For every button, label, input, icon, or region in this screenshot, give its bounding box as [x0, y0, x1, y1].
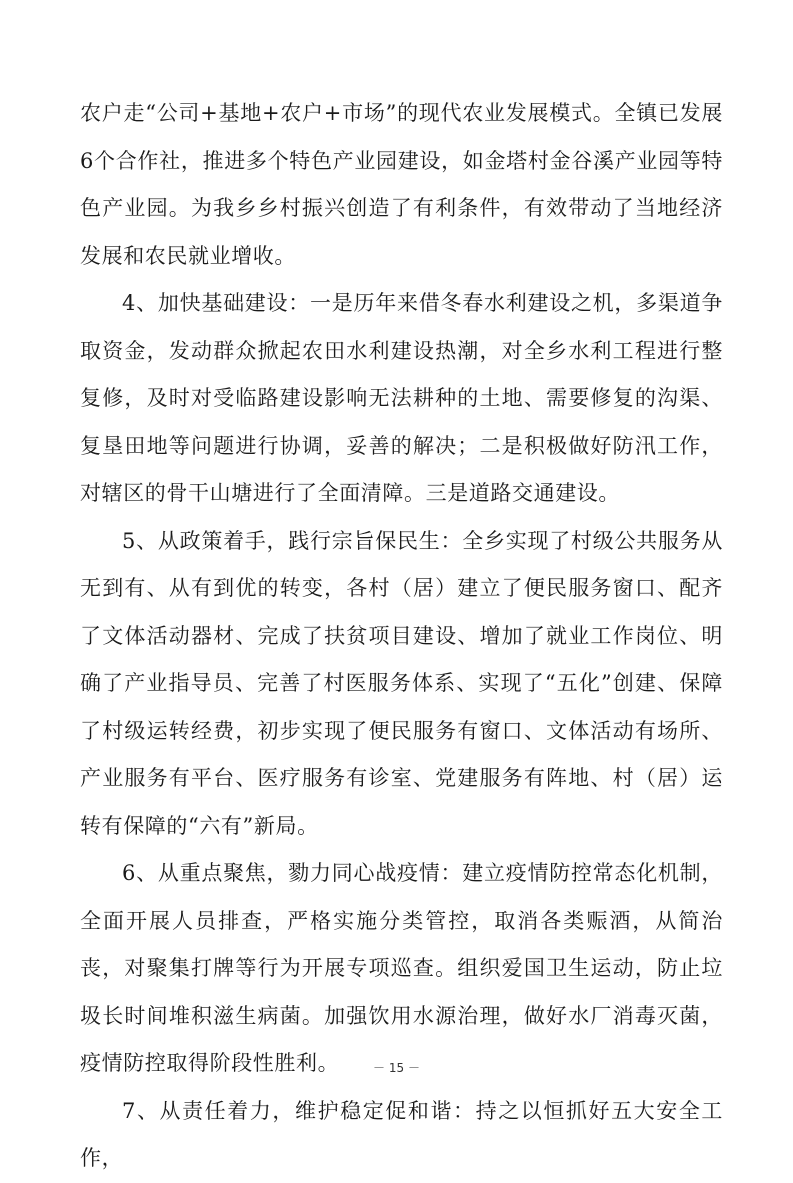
paragraph-continuation: 农户走“公司+基地+农户+市场”的现代农业发展模式。全镇已发展6个合作社，推进多个特色产业园建设，如金塔村金谷溪产业园等特色产业园。为我乡乡村振兴创造了有利条件，有效带动了当地经济发展和农民就业增收。 [80, 101, 723, 268]
paragraph-item-7-stability: 7、从责任着力，维护稳定促和谐：持之以恒抓好五大安全工作， [80, 1098, 723, 1170]
document-body [80, 90, 723, 1183]
paragraph-item-5-livelihood: 5、从政策着手，践行宗旨保民生：全乡实现了村级公共服务从无到有、从有到优的转变，各村（居）建立了便民服务窗口、配齐了文体活动器材、完成了扶贫项目建设、增加了就业工作岗位、明确了产业指导员、完善了村医服务体系、实现了“五化”创建、保障了村级运转经费，初步实现了便民服务有窗口、文体活动有场所、产业服务有平台、医疗服务有诊室、党建服务有阵地、村（居）运转有保障的“六有”新局。 [80, 528, 723, 838]
page-number: － 15 － [373, 1061, 420, 1075]
paragraph-item-6-epidemic: 6、从重点聚焦，勠力同心战疫情：建立疫情防控常态化机制，全面开展人员排查，严格实施分类管控，取消各类赈酒，从简治丧，对聚集打牌等行为开展专项巡查。组织爱国卫生运动，防止垃圾长时间堆积滋生病菌。加强饮用水源治理，做好水厂消毒灭菌，疫情防控取得阶段性胜利。 [80, 861, 723, 1075]
paragraph-item-4-infrastructure: 4、加快基础建设：一是历年来借冬春水利建设之机，多渠道争取资金，发动群众掀起农田水利建设热潮，对全乡水利工程进行整复修，及时对受临路建设影响无法耕种的土地、需要修复的沟渠、复垦田地等问题进行协调，妥善的解决；二是积极做好防汛工作，对辖区的骨干山塘进行了全面清障。三是道路交通建设。 [80, 291, 723, 505]
